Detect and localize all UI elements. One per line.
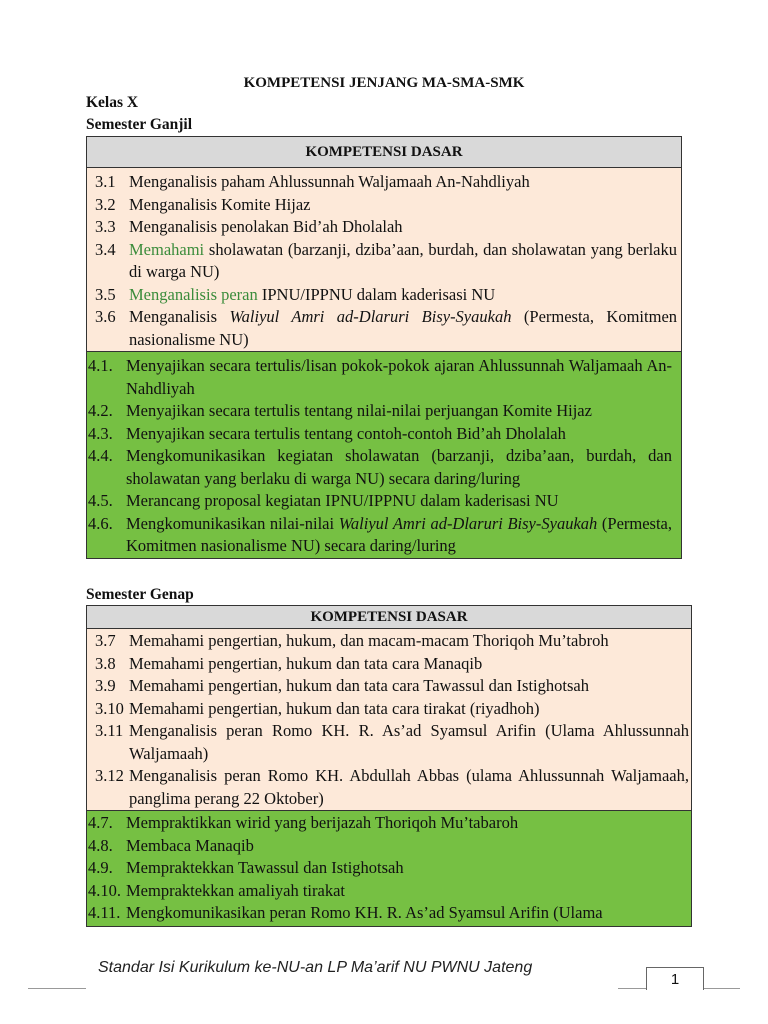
kd-text bbox=[129, 216, 677, 239]
kd-number: 3.4 bbox=[95, 239, 116, 259]
kd3-cell bbox=[87, 629, 692, 811]
kd-text-text: Membaca Manaqib bbox=[126, 835, 254, 855]
kd-text bbox=[126, 513, 672, 558]
kd-item bbox=[95, 653, 689, 676]
kd-text-text: Mengkomunikasikan kegiatan sholawatan (barzanji, dziba’aan, burdah, dan sholawatan yang berlaku di warga NU) secara daring/luring bbox=[126, 446, 672, 488]
kd-text bbox=[129, 306, 677, 351]
footer-rule-right bbox=[703, 988, 740, 989]
kd-text-lead: Menganalisis peran bbox=[129, 284, 258, 304]
kd-item bbox=[95, 630, 689, 653]
kd-text bbox=[129, 630, 689, 653]
document-title: KOMPETENSI JENJANG MA-SMA-SMK bbox=[243, 75, 525, 91]
kd-text bbox=[129, 194, 677, 217]
kd-text bbox=[126, 857, 682, 880]
kd-item bbox=[88, 812, 682, 835]
kd-text-text: Menganalisis paham Ahlussunnah Waljamaah An-Nahdliyah bbox=[129, 172, 530, 191]
footer-text: Standar Isi Kurikulum ke-NU-an LP Ma’arif NU PWNU Jateng bbox=[98, 959, 533, 976]
kd-text-text: Menyajikan secara tertulis tentang nilai-nilai perjuangan Komite Hijaz bbox=[126, 401, 592, 420]
kd-number: 4.8. bbox=[88, 835, 113, 855]
kd4-cell bbox=[87, 811, 692, 927]
kd-item bbox=[88, 857, 682, 880]
kd3-cell bbox=[87, 168, 682, 352]
kd-text bbox=[126, 902, 682, 925]
kd-text-text: Menganalisis Komite Hijaz bbox=[129, 194, 311, 214]
kd-item bbox=[95, 675, 689, 698]
kd-text-ital: Waliyul Amri ad-Dlaruri Bisy-Syaukah bbox=[229, 307, 512, 326]
kd-text-text: Menganalisis peran Romo KH. Abdullah Abbas (ulama Ahlussunnah Waljamaah, panglima perang 22 Oktober) bbox=[129, 766, 689, 808]
kd-item bbox=[95, 765, 689, 810]
kd-number: 4.6. bbox=[88, 513, 113, 533]
kd-number: 3.5 bbox=[95, 284, 116, 304]
kd-text bbox=[126, 880, 682, 903]
kd-number: 4.1. bbox=[88, 356, 113, 375]
footer-rule-left bbox=[28, 988, 86, 989]
kd-number: 4.7. bbox=[88, 813, 113, 832]
kd-item bbox=[95, 194, 677, 217]
kd-text-text: Menganalisis penolakan Bid’ah Dholalah bbox=[129, 217, 403, 236]
kd-number: 4.11. bbox=[88, 903, 121, 922]
kd-text-text: Menganalisis peran Romo KH. R. As’ad Syamsul Arifin (Ulama Ahlussunnah Waljamaah) bbox=[129, 721, 689, 763]
kd-item bbox=[88, 423, 672, 446]
kd-text bbox=[129, 284, 677, 307]
kd-number: 3.2 bbox=[95, 194, 116, 214]
kd-table-header: KOMPETENSI DASAR bbox=[87, 606, 692, 629]
kd-text-text: Memahami pengertian, hukum, dan macam-macam Thoriqoh Mu’tabroh bbox=[129, 631, 609, 650]
kd-text-text: Merancang proposal kegiatan IPNU/IPPNU dalam kaderisasi NU bbox=[126, 491, 559, 510]
kd-number: 4.2. bbox=[88, 401, 113, 420]
kd-text bbox=[126, 400, 672, 423]
kd-text bbox=[129, 765, 689, 810]
kd-text bbox=[129, 720, 689, 765]
kd-text-text: sholawatan (barzanji, dziba’aan, burdah, dan sholawatan yang berlaku di warga NU) bbox=[129, 239, 677, 281]
kd-number: 3.8 bbox=[95, 653, 116, 673]
kd-text bbox=[126, 355, 672, 400]
kd-text-lead: Memahami bbox=[129, 239, 205, 259]
kd-text bbox=[126, 490, 672, 513]
kd-text-text: Menyajikan secara tertulis/lisan pokok-pokok ajaran Ahlussunnah Waljamaah An-Nahdliyah bbox=[126, 356, 672, 398]
kd-text-text: Mempraktekkan amaliyah tirakat bbox=[126, 880, 345, 900]
kd-item bbox=[88, 880, 682, 903]
kd-number: 4.4. bbox=[88, 446, 113, 465]
kd-text-pre: Menganalisis bbox=[129, 307, 217, 326]
kd-table-header: KOMPETENSI DASAR bbox=[87, 137, 682, 168]
kd-number: 3.11 bbox=[95, 721, 124, 740]
kd4-cell bbox=[87, 352, 682, 559]
kd-text-post: (Permesta, Komitmen nasionalisme NU) bbox=[129, 307, 678, 349]
kd-number: 4.9. bbox=[88, 858, 113, 877]
kd-text-text: Memahami pengertian, hukum dan tata cara tirakat (riyadhoh) bbox=[129, 698, 540, 718]
kd-item bbox=[88, 445, 672, 490]
kd-text bbox=[126, 835, 682, 858]
kd-item bbox=[88, 400, 672, 423]
kd-text-text: Mempraktekkan Tawassul dan Istighotsah bbox=[126, 858, 404, 877]
kd-text-ital: Waliyul Amri ad-Dlaruri Bisy-Syaukah bbox=[338, 513, 598, 533]
kd-text bbox=[129, 675, 689, 698]
kd-number: 3.3 bbox=[95, 217, 116, 236]
kd-item bbox=[95, 284, 677, 307]
kd-table-ganjil bbox=[86, 136, 682, 559]
kd-text-text: Mempraktikkan wirid yang berijazah Thoriqoh Mu’tabaroh bbox=[126, 813, 519, 832]
kd-table-genap bbox=[86, 605, 692, 927]
kd-number: 3.12 bbox=[95, 766, 124, 785]
kd-text-text: Menyajikan secara tertulis tentang contoh-contoh Bid’ah Dholalah bbox=[126, 423, 566, 443]
kd-number: 3.10 bbox=[95, 698, 124, 718]
kd-number: 3.7 bbox=[95, 631, 116, 650]
kd-item bbox=[95, 239, 677, 284]
kd-item bbox=[88, 490, 672, 513]
kelas-label: Kelas X bbox=[86, 94, 139, 111]
kd-text bbox=[129, 171, 677, 194]
kd-text-text: Memahami pengertian, hukum dan tata cara Manaqib bbox=[129, 653, 483, 673]
kd-text bbox=[126, 812, 682, 835]
kd-item bbox=[88, 355, 672, 400]
kd-item bbox=[88, 835, 682, 858]
kd-number: 3.1 bbox=[95, 172, 116, 191]
kd-item bbox=[95, 171, 677, 194]
kd-text bbox=[129, 698, 689, 721]
kd-item bbox=[88, 513, 672, 558]
kd-item bbox=[95, 306, 677, 351]
kd-text-pre: Mengkomunikasikan nilai-nilai bbox=[126, 513, 335, 533]
kd-number: 4.5. bbox=[88, 491, 113, 510]
footer-rule-mid bbox=[618, 988, 646, 989]
semester-ganjil-label: Semester Ganjil bbox=[86, 116, 193, 133]
kd-number: 4.10. bbox=[88, 880, 121, 900]
kd-text bbox=[126, 423, 672, 446]
kd-text-post: (Permesta, Komitmen nasionalisme NU) secara daring/luring bbox=[126, 513, 673, 555]
kd-item bbox=[95, 698, 689, 721]
kd-text bbox=[126, 445, 672, 490]
kd-number: 4.3. bbox=[88, 423, 113, 443]
kd-text bbox=[129, 239, 677, 284]
kd-number: 3.6 bbox=[95, 307, 116, 326]
kd-text bbox=[129, 653, 689, 676]
kd-text-text: Memahami pengertian, hukum dan tata cara Tawassul dan Istighotsah bbox=[129, 676, 589, 695]
kd-number: 3.9 bbox=[95, 676, 116, 695]
kd-item bbox=[88, 902, 682, 925]
kd-text-text: IPNU/IPPNU dalam kaderisasi NU bbox=[261, 284, 496, 304]
kd-item bbox=[95, 720, 689, 765]
kd-item bbox=[95, 216, 677, 239]
kd-text-text: Mengkomunikasikan peran Romo KH. R. As’ad Syamsul Arifin (Ulama bbox=[126, 903, 603, 922]
page-number: 1 bbox=[646, 967, 704, 990]
semester-genap-label: Semester Genap bbox=[86, 586, 194, 603]
